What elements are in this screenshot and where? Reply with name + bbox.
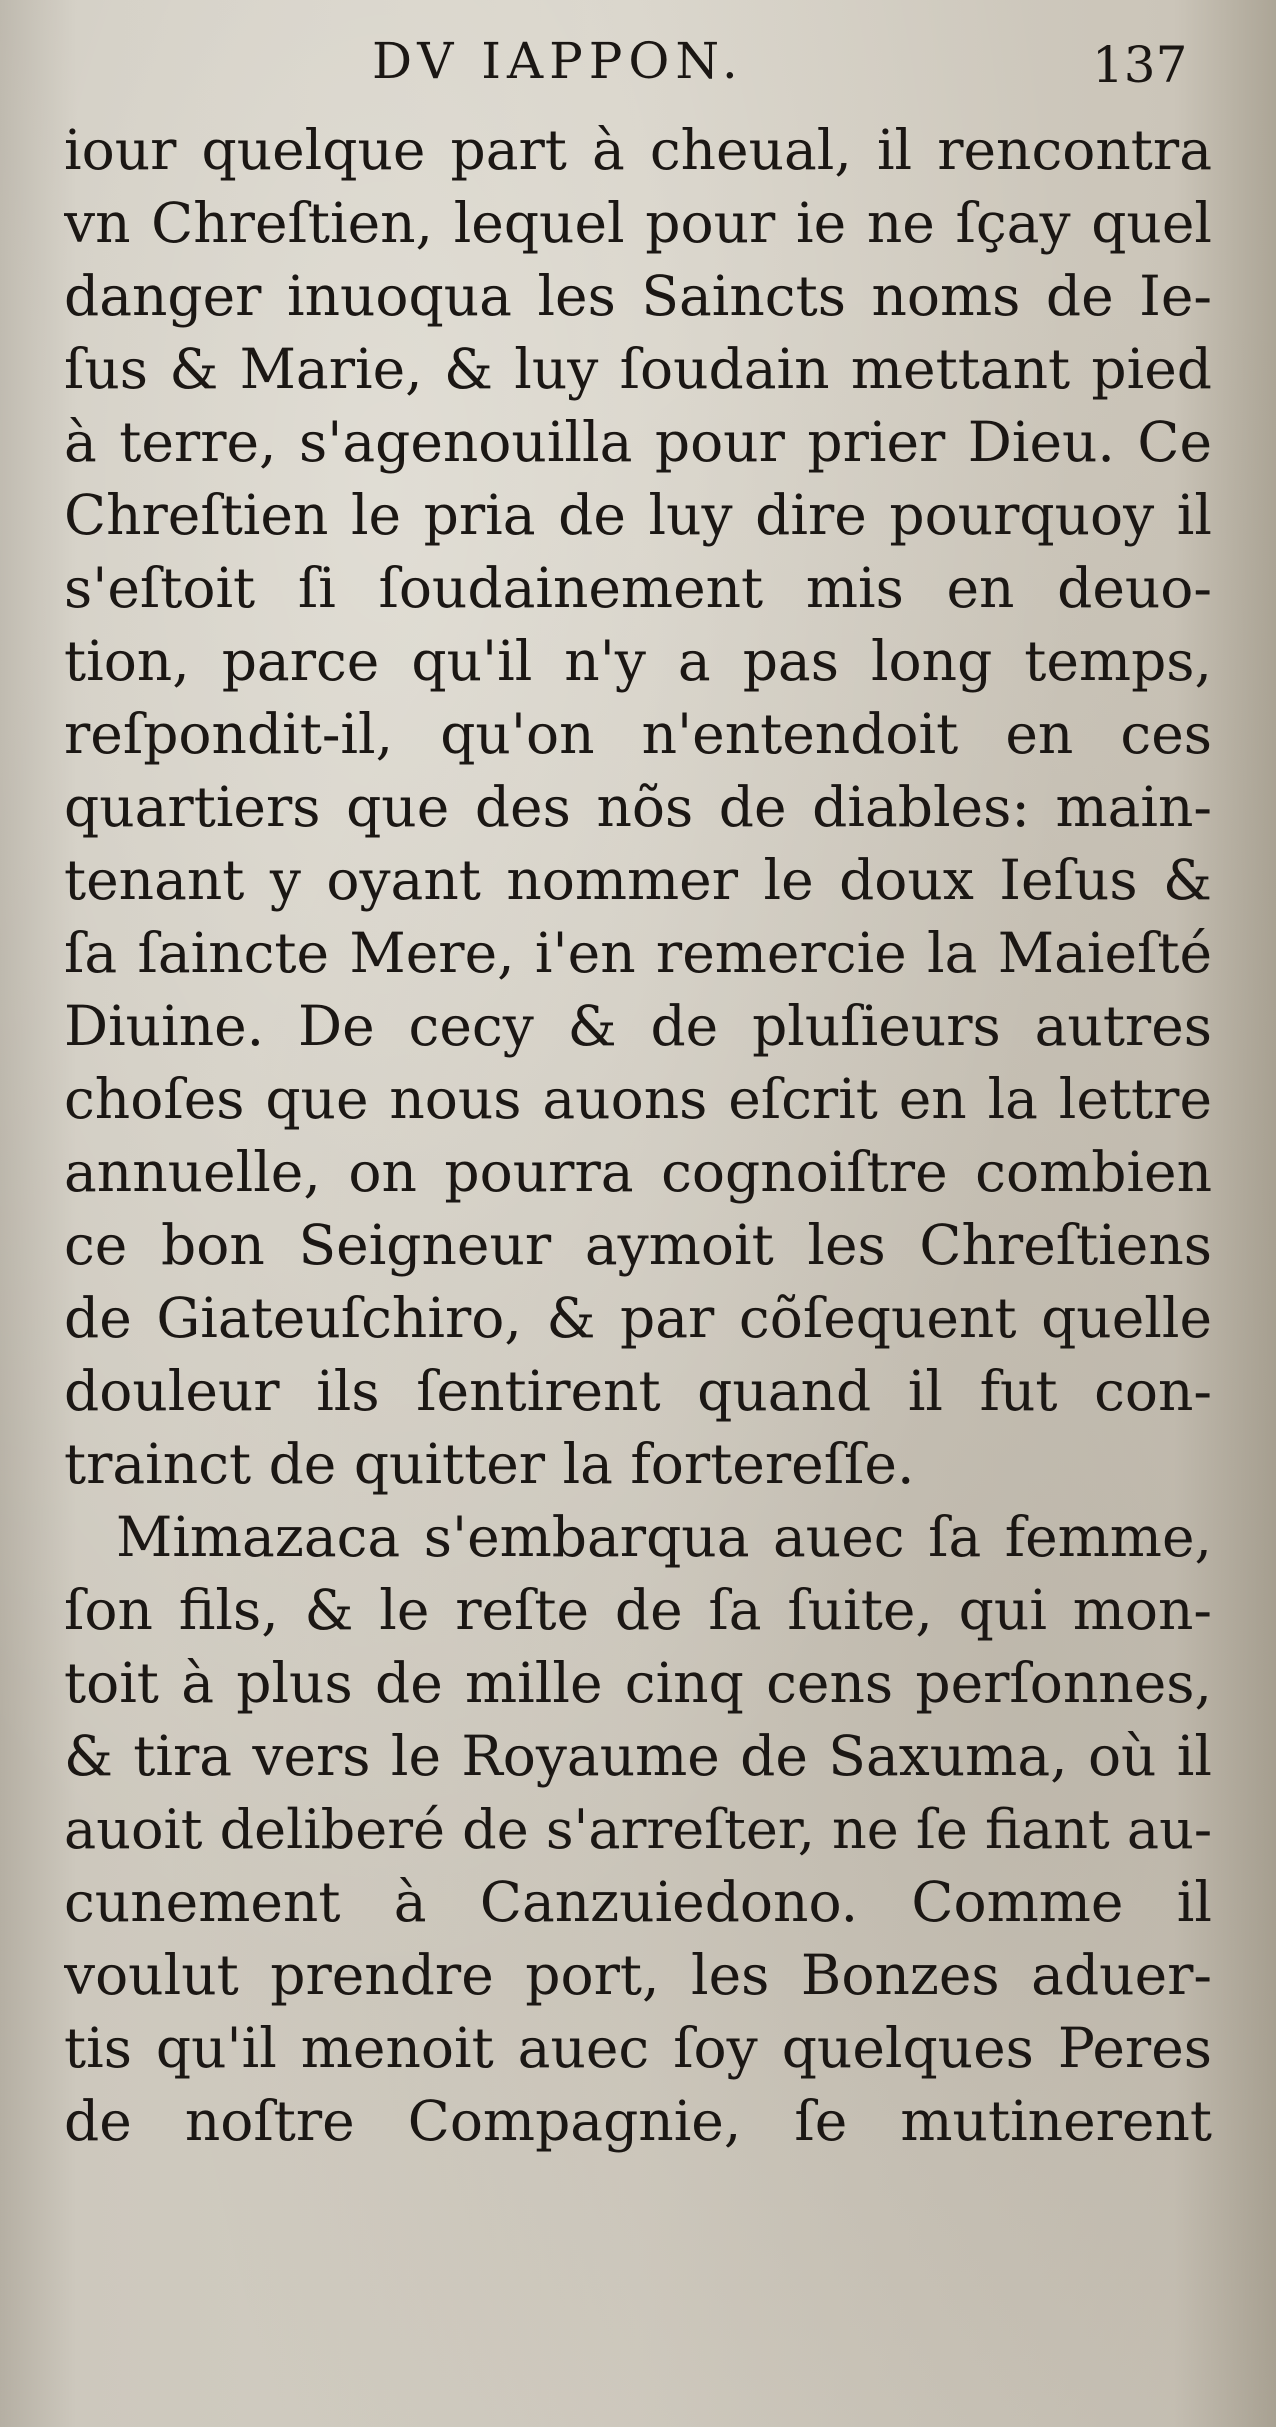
text-line: douleur ils ſentirent quand il fut con- xyxy=(64,1359,1212,1423)
page-header xyxy=(0,22,1276,106)
text-line: iour quelque part à cheual, il rencontra xyxy=(64,118,1212,182)
text-line: auoit deliberé de s'arreſter, ne ſe fiant au- xyxy=(64,1798,1212,1861)
text-line: s'eſtoit ſi ſoudainement mis en deuo- xyxy=(64,556,1212,620)
text-line: trainct de quitter la fortereſſe. xyxy=(64,1432,915,1496)
text-line: tenant y oyant nommer le doux Ieſus & xyxy=(64,848,1212,912)
text-line: choſes que nous auons eſcrit en la lettre xyxy=(64,1067,1212,1131)
text-line: ſus & Marie, & luy ſoudain mettant pied xyxy=(64,337,1212,401)
text-line: voulut prendre port, les Bonzes aduer- xyxy=(64,1943,1212,2007)
paragraph-1 xyxy=(64,114,1212,1501)
text-line: ſa ſaincte Mere, i'en remercie la Maieſté xyxy=(64,921,1212,985)
text-line: & tira vers le Royaume de Saxuma, où il xyxy=(64,1724,1212,1788)
text-line: Diuine. De cecy & de pluſieurs autres xyxy=(64,994,1212,1058)
text-line: vn Chreſtien, lequel pour ie ne ſçay quel xyxy=(64,191,1212,255)
text-line: Chreſtien le pria de luy dire pourquoy il xyxy=(64,483,1212,547)
text-line: tion, parce qu'il n'y a pas long temps, xyxy=(64,629,1212,693)
text-line: cunement à Canzuiedono. Comme il xyxy=(64,1870,1212,1934)
text-line: ſon fils, & le reſte de ſa ſuite, qui mon- xyxy=(64,1578,1212,1642)
body-text xyxy=(64,114,1212,2158)
text-line: Mimazaca s'embarqua auec ſa femme, xyxy=(116,1505,1212,1569)
text-line: tis qu'il menoit auec ſoy quelques Peres xyxy=(64,2016,1212,2080)
page-number: 137 xyxy=(1092,36,1188,94)
text-line: ce bon Seigneur aymoit les Chreſtiens xyxy=(64,1213,1212,1277)
running-head: DV IAPPON. xyxy=(372,32,744,90)
text-line: annuelle, on pourra cognoiſtre combien xyxy=(64,1140,1212,1204)
text-line: de Giateuſchiro, & par cõſequent quelle xyxy=(64,1286,1212,1350)
text-line: danger inuoqua les Saincts noms de Ie- xyxy=(64,264,1212,328)
text-line: reſpondit-il, qu'on n'entendoit en ces xyxy=(64,702,1212,766)
text-line: à terre, s'agenouilla pour prier Dieu. Ce xyxy=(64,410,1212,474)
text-line: de noſtre Compagnie, ſe mutinerent xyxy=(64,2089,1212,2153)
text-line: quartiers que des nõs de diables: main- xyxy=(64,775,1212,839)
text-line: toit à plus de mille cinq cens perſonnes, xyxy=(64,1651,1212,1715)
paragraph-2 xyxy=(64,1501,1212,2158)
